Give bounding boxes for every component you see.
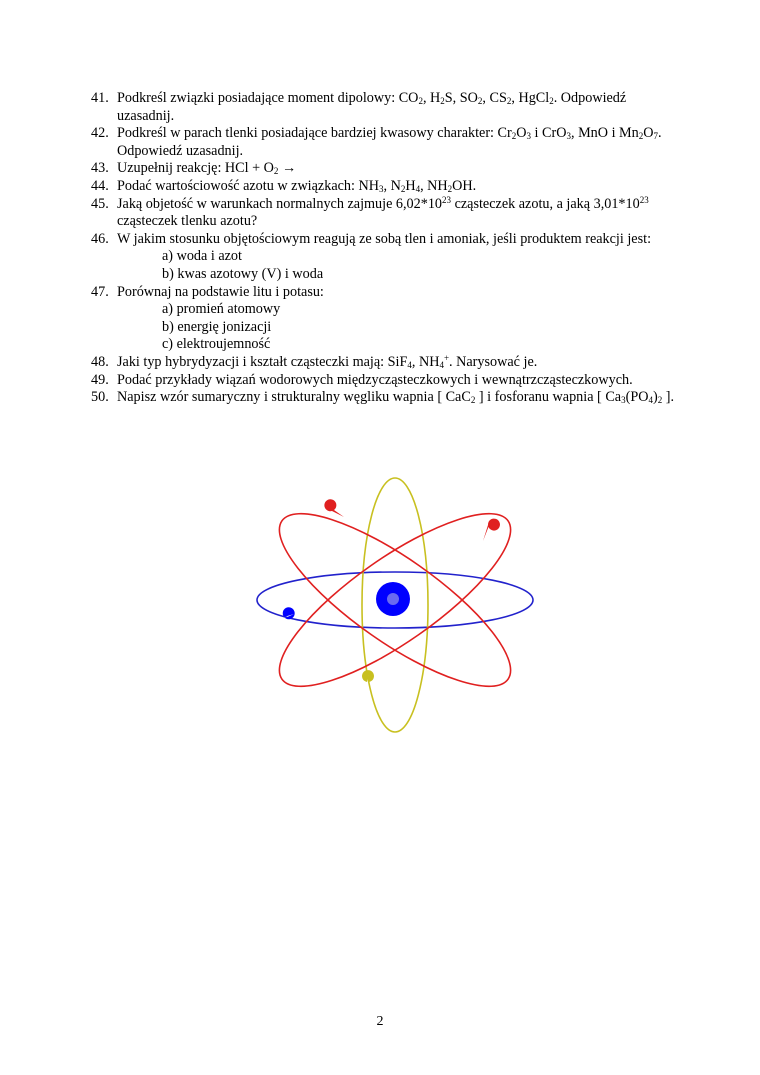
question-text: Podkreśl związki posiadające moment dipolowy: $CO_2$, $H_2S$, $SO_2$, $CS_2$, HgCl$_2$. Odpowiedź uzasadnij. <box>117 90 627 124</box>
question-number: 42. <box>91 125 109 142</box>
question-text: Podać wartościowość azotu w związkach: $NH_3$, $N_2H_4$, $NH_2OH$. <box>117 177 477 194</box>
nucleus-highlight <box>387 593 399 605</box>
question-number: 49. <box>91 371 109 388</box>
question-number: 45. <box>91 195 109 212</box>
question-text: Jaką objetość w warunkach normalnych zajmuje $6,02*10^{23}$ cząsteczek azotu, a jaką $3,01*10^{23}$ cząsteczek tlenku azotu? <box>117 194 649 230</box>
question-number: 48. <box>91 353 109 370</box>
question-number: 47. <box>91 283 109 300</box>
question-text: Jaki typ hybrydyzacji i kształt cząsteczki mają: SiF$_4$, $NH_4^+$. Narysować je. <box>117 352 538 370</box>
question-subitem: a) woda i azot <box>162 248 242 265</box>
question-item <box>91 372 681 390</box>
question-text: W jakim stosunku objętościowym reagują ze sobą tlen i amoniak, jeśli produktem reakcji jest: a) woda i azot b) kwas azotowy (V) i woda <box>117 231 681 284</box>
question-number: 46. <box>91 230 109 247</box>
question-item <box>91 284 681 354</box>
question-item <box>91 160 681 178</box>
question-number: 50. <box>91 389 109 406</box>
electron-red-left <box>324 499 344 517</box>
question-number: 41. <box>91 90 109 106</box>
question-text: Podać przykłady wiązań wodorowych międzycząsteczkowych i wewnątrzcząsteczkowych. <box>117 371 633 388</box>
question-subitem: a) promień atomowy <box>162 301 281 318</box>
question-number: 43. <box>91 160 109 177</box>
question-item <box>91 196 681 231</box>
question-text: Porównaj na podstawie litu i potasu: a) promień atomowy b) energię jonizacji c) elektroujemność <box>117 284 681 354</box>
question-item <box>91 231 681 284</box>
question-number: 44. <box>91 177 109 194</box>
question-subitem: b) energię jonizacji <box>162 318 272 335</box>
question-text: Napisz wzór sumaryczny i strukturalny węgliku wapnia [ CaC$_2$ ] i fosforanu wapnia [ $Ca_3(PO_4)_2$ ]. <box>117 389 675 406</box>
question-item <box>91 90 681 125</box>
atom-icon <box>250 475 540 737</box>
page-number: 2 <box>376 1014 384 1029</box>
question-item <box>91 389 681 407</box>
question-item <box>91 125 681 160</box>
question-item <box>91 178 681 196</box>
question-text: Podkreśl w parach tlenki posiadające bardziej kwasowy charakter: $Cr_2O_3$ i CrO$_3$, MnO i $Mn_2O_7$. Odpowiedź uzasadnij. <box>117 125 662 159</box>
question-item <box>91 354 681 372</box>
question-text: Uzupełnij reakcję: HCl + $O_2$ → <box>117 160 297 177</box>
question-subitem: b) kwas azotowy (V) i woda <box>162 265 324 282</box>
question-list <box>91 90 681 407</box>
electron-red-right <box>483 519 500 541</box>
question-subitem: c) elektroujemność <box>162 336 271 353</box>
